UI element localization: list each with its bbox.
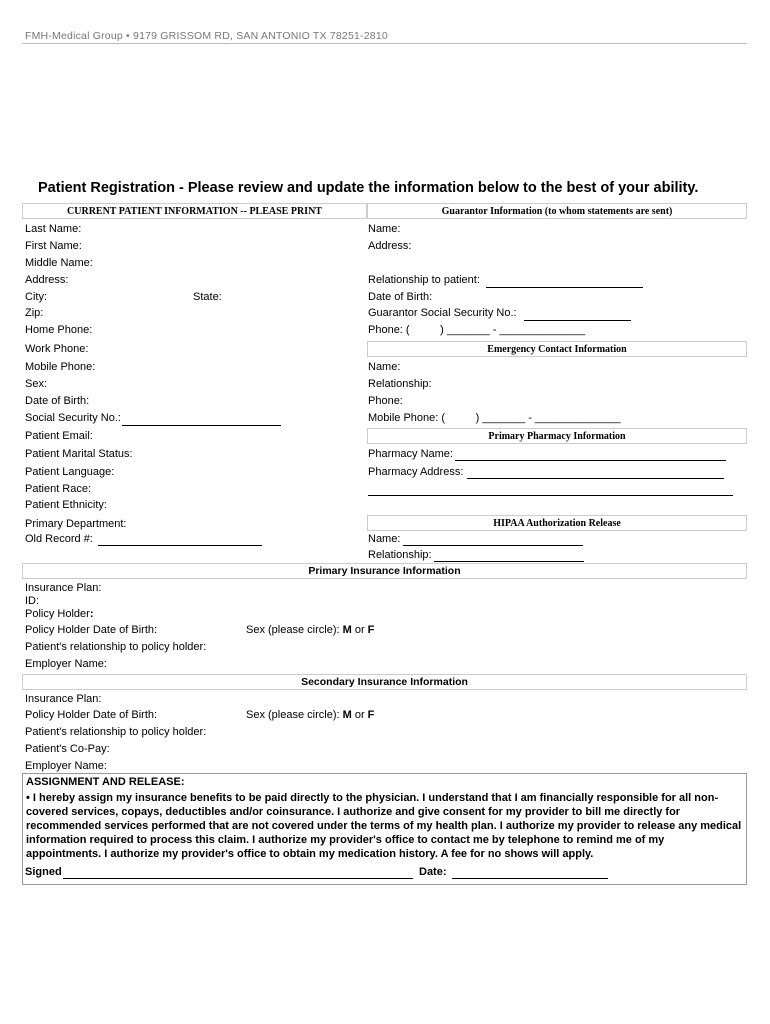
assignment-text: • I hereby assign my insurance benefits to be paid directly to the physician. I understand that I am financially responsible for all non-covered services, copays, deductibles and/or coinsurance. I authorize and give consent for my provider to bill me directly for recommended services performed that are not covered under the terms of my health plan. I authorize my provider to release any medical information required to process this claim. I authorize my provider's office to contact me by telephone to remind me of my appointments. I authorize my provider's office to obtain my medication history. A fee for no shows will apply. [26,792,742,860]
secondary-copay-label: Patient's Co-Pay: [25,743,110,755]
secondary-employer-label: Employer Name: [25,760,107,772]
letterhead: FMH-Medical Group • 9179 GRISSOM RD, SAN ANTONIO TX 78251-2810 [25,30,388,42]
primary-holder-label: Policy Holder: [25,608,94,620]
hipaa-name-label: Name: [368,533,401,545]
guarantor-dob-label: Date of Birth: [368,291,433,303]
emergency-relationship-label: Relationship: [368,378,432,390]
dob-label: Date of Birth: [25,395,90,407]
hipaa-relationship-line[interactable] [434,561,584,562]
address-label: Address: [25,274,69,286]
guarantor-address-label: Address: [368,240,412,252]
pharmacy-name-line[interactable] [455,460,726,461]
emergency-mobile-label: Mobile Phone: ( ) _______ - ______________ [368,412,621,424]
middle-name-label: Middle Name: [25,257,93,269]
marital-status-label: Patient Marital Status: [25,448,133,460]
primary-holder-dob-label: Policy Holder Date of Birth: [25,624,158,636]
ssn-label: Social Security No.: [25,412,121,424]
pharmacy-address-label: Pharmacy Address: [368,466,464,478]
pharmacy-name-label: Pharmacy Name: [368,448,453,460]
emergency-phone-label: Phone: [368,395,403,407]
old-record-line[interactable] [98,545,262,546]
work-phone-label: Work Phone: [25,343,89,355]
secondary-relationship-label: Patient's relationship to policy holder: [25,726,207,738]
sex-label: Sex: [25,378,48,390]
primary-id-label: ID: [25,595,40,607]
old-record-label: Old Record #: [25,533,93,545]
section-guarantor: Guarantor Information (to whom statements are sent) [367,203,747,219]
guarantor-name-label: Name: [368,223,401,235]
primary-sex-label: Sex (please circle): M or F [246,624,375,636]
signed-label: Signed [25,866,62,878]
secondary-sex-label: Sex (please circle): M or F [246,709,375,721]
race-label: Patient Race: [25,483,92,495]
guarantor-relationship-label: Relationship to patient: [368,274,480,286]
secondary-plan-label: Insurance Plan: [25,693,102,705]
section-primary-insurance: Primary Insurance Information [22,563,747,579]
language-label: Patient Language: [25,466,115,478]
hipaa-name-line[interactable] [403,545,583,546]
guarantor-ssn-line[interactable] [524,320,631,321]
section-hipaa: HIPAA Authorization Release [367,515,747,531]
signature-line[interactable] [63,878,413,879]
primary-relationship-label: Patient's relationship to policy holder: [25,641,207,653]
pharmacy-address-line-2[interactable] [368,495,733,496]
primary-plan-label: Insurance Plan: [25,582,102,594]
home-phone-label: Home Phone: [25,324,93,336]
hipaa-relationship-label: Relationship: [368,549,432,561]
state-label: State: [193,291,222,303]
zip-label: Zip: [25,307,44,319]
email-label: Patient Email: [25,430,93,442]
primary-employer-label: Employer Name: [25,658,107,670]
page-title: Patient Registration - Please review and update the information below to the best of your ability. [38,180,699,196]
guarantor-phone-label: Phone: ( ) _______ - ______________ [368,324,586,336]
header-divider [22,43,747,44]
assignment-title: ASSIGNMENT AND RELEASE: [26,776,185,788]
pharmacy-address-line[interactable] [467,478,724,479]
ethnicity-label: Patient Ethnicity: [25,499,107,511]
ssn-line[interactable] [122,425,281,426]
city-label: City: [25,291,47,303]
date-label: Date: [419,866,447,878]
section-secondary-insurance: Secondary Insurance Information [22,674,747,690]
guarantor-ssn-label: Guarantor Social Security No.: [368,307,517,319]
guarantor-relationship-line[interactable] [486,287,643,288]
section-pharmacy: Primary Pharmacy Information [367,428,747,444]
last-name-label: Last Name: [25,223,82,235]
secondary-holder-dob-label: Policy Holder Date of Birth: [25,709,158,721]
mobile-phone-label: Mobile Phone: [25,361,96,373]
section-emergency: Emergency Contact Information [367,341,747,357]
department-label: Primary Department: [25,518,127,530]
date-line[interactable] [452,878,608,879]
first-name-label: First Name: [25,240,82,252]
section-current-patient: CURRENT PATIENT INFORMATION -- PLEASE PRINT [22,203,367,219]
emergency-name-label: Name: [368,361,401,373]
